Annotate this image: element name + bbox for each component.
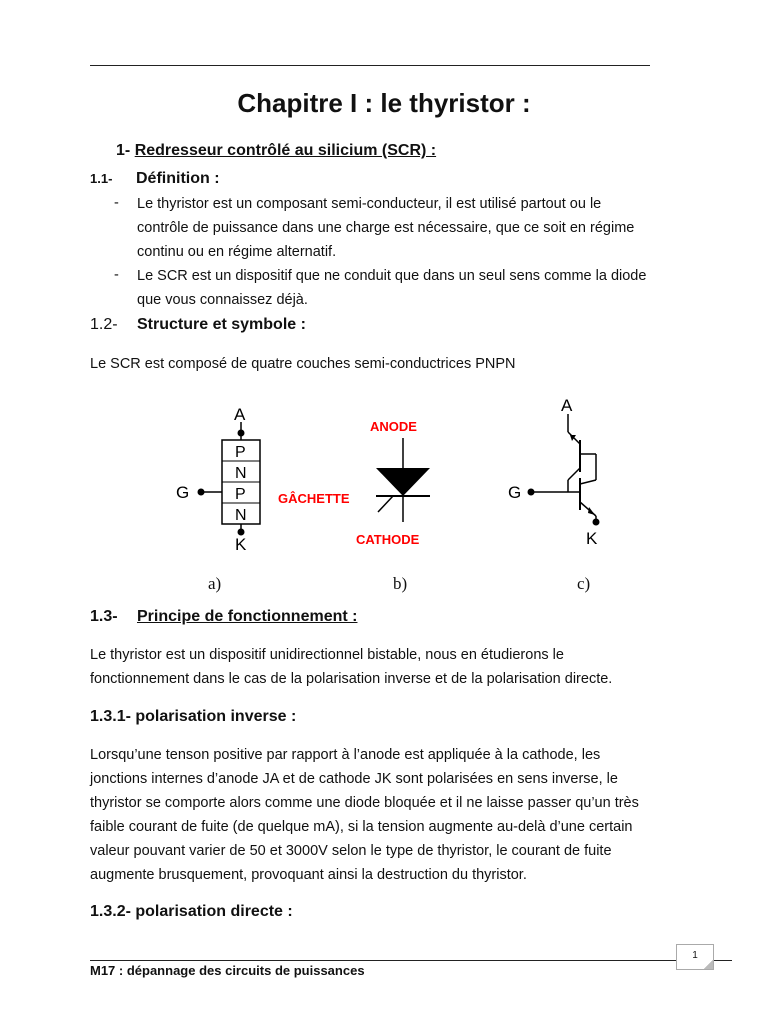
page-title: Chapitre I : le thyristor : — [237, 88, 531, 118]
symbol-gate-wire — [378, 496, 393, 512]
gate-terminal — [198, 489, 205, 496]
fig-a-cathode-label: K — [235, 535, 247, 554]
figure-b-caption: b) — [393, 574, 408, 593]
section-1-3-1-line-4: faible courant de fuite (de quelque mA), si la tension augmente au-delà d’une certain — [90, 819, 633, 835]
section-1-number: 1- — [116, 142, 131, 159]
c-npn-collector — [580, 480, 596, 484]
section-1-1-title: Définition : — [136, 170, 220, 187]
figure-a-caption: a) — [208, 574, 222, 593]
figure-b-thyristor-symbol — [270, 410, 440, 555]
section-1-3-title: Principe de fonctionnement : — [137, 608, 358, 625]
section-1-3-1-line-5: valeur pouvant varier de 50 et 3000V selon le type de thyristor, le courant de fuite — [90, 843, 612, 859]
section-1-2-text: Le SCR est composé de quatre couches semi-conductrices PNPN — [90, 356, 516, 372]
c-npn-arrow — [588, 507, 595, 515]
footer-text: M17 : dépannage des circuits de puissances — [90, 963, 365, 978]
fig-b-anode-label: ANODE — [370, 419, 417, 434]
page-number: 1 — [692, 950, 698, 961]
bullet-dash: - — [114, 195, 119, 211]
footer-rule — [90, 960, 732, 961]
c-pnp-collector — [568, 468, 580, 480]
fig-b-cathode-label: CATHODE — [356, 532, 420, 547]
section-1-3-1-line-6: augmente brusquement, provoquant ainsi la destruction du thyristor. — [90, 867, 527, 883]
section-1-2-title: Structure et symbole : — [137, 316, 306, 333]
layer-p1: P — [235, 444, 246, 461]
section-1-3-1-line-2: jonctions internes d’anode JA et de cathode JK sont polarisées en sens inverse, le — [90, 771, 618, 787]
section-1-1-number: 1.1- — [90, 171, 113, 186]
bullet-1-line-3: continu ou en régime alternatif. — [137, 244, 337, 260]
section-1-3-1-title: 1.3.1- polarisation inverse : — [90, 708, 297, 725]
bullet-1-line-2: contrôle de puissance dans une charge est nécessaire, que ce soit en régime — [137, 220, 635, 236]
page-fold-corner — [703, 960, 713, 969]
figure-a-pnpn-structure — [170, 400, 280, 560]
section-1-3-number: 1.3- — [90, 608, 118, 625]
bullet-2-line-1: Le SCR est un dispositif que ne conduit que dans un seul sens comme la diode — [137, 268, 647, 284]
symbol-diode-triangle — [376, 468, 430, 496]
bullet-2-line-2: que vous connaissez déjà. — [137, 292, 308, 308]
section-1-3-line-1: Le thyristor est un dispositif unidirectionnel bistable, nous en étudierons le — [90, 647, 564, 663]
fig-a-anode-label: A — [234, 405, 246, 424]
figure-c-transistor-equivalent — [500, 392, 620, 552]
section-1-2-number: 1.2- — [90, 316, 118, 333]
c-gate-terminal — [528, 489, 535, 496]
layer-n1: N — [235, 465, 247, 482]
section-1-1-heading — [90, 170, 220, 188]
c-cathode-terminal — [593, 519, 600, 526]
fig-c-gate-label: G — [508, 483, 522, 502]
fig-c-cathode-label: K — [586, 529, 598, 548]
top-rule — [90, 65, 650, 66]
fig-c-anode-label: A — [561, 396, 573, 415]
section-1-3-line-2: fonctionnement dans le cas de la polarisation inverse et de la polarisation directe. — [90, 671, 613, 687]
section-1-3-1-line-3: thyristor se comporte alors comme une diode bloquée et il ne laisse passer qu’un très — [90, 795, 639, 811]
section-1-3-2-title: 1.3.2- polarisation directe : — [90, 903, 293, 920]
section-1-title: Redresseur contrôlé au silicium (SCR) : — [134, 142, 437, 159]
layer-p2: P — [235, 486, 246, 503]
fig-a-gate-label: G — [176, 483, 190, 502]
figure-c-caption: c) — [577, 574, 591, 593]
anode-terminal — [238, 430, 245, 437]
section-1-heading — [116, 142, 436, 160]
fig-b-gate-label: GÂCHETTE — [278, 491, 350, 506]
layer-n2: N — [235, 507, 247, 524]
bullet-1-line-1: Le thyristor est un composant semi-conducteur, il est utilisé partout ou le — [137, 196, 602, 212]
section-1-3-1-line-1: Lorsqu’une tenson positive par rapport à l’anode est appliquée à la cathode, les — [90, 747, 601, 763]
bullet-dash: - — [114, 267, 119, 283]
